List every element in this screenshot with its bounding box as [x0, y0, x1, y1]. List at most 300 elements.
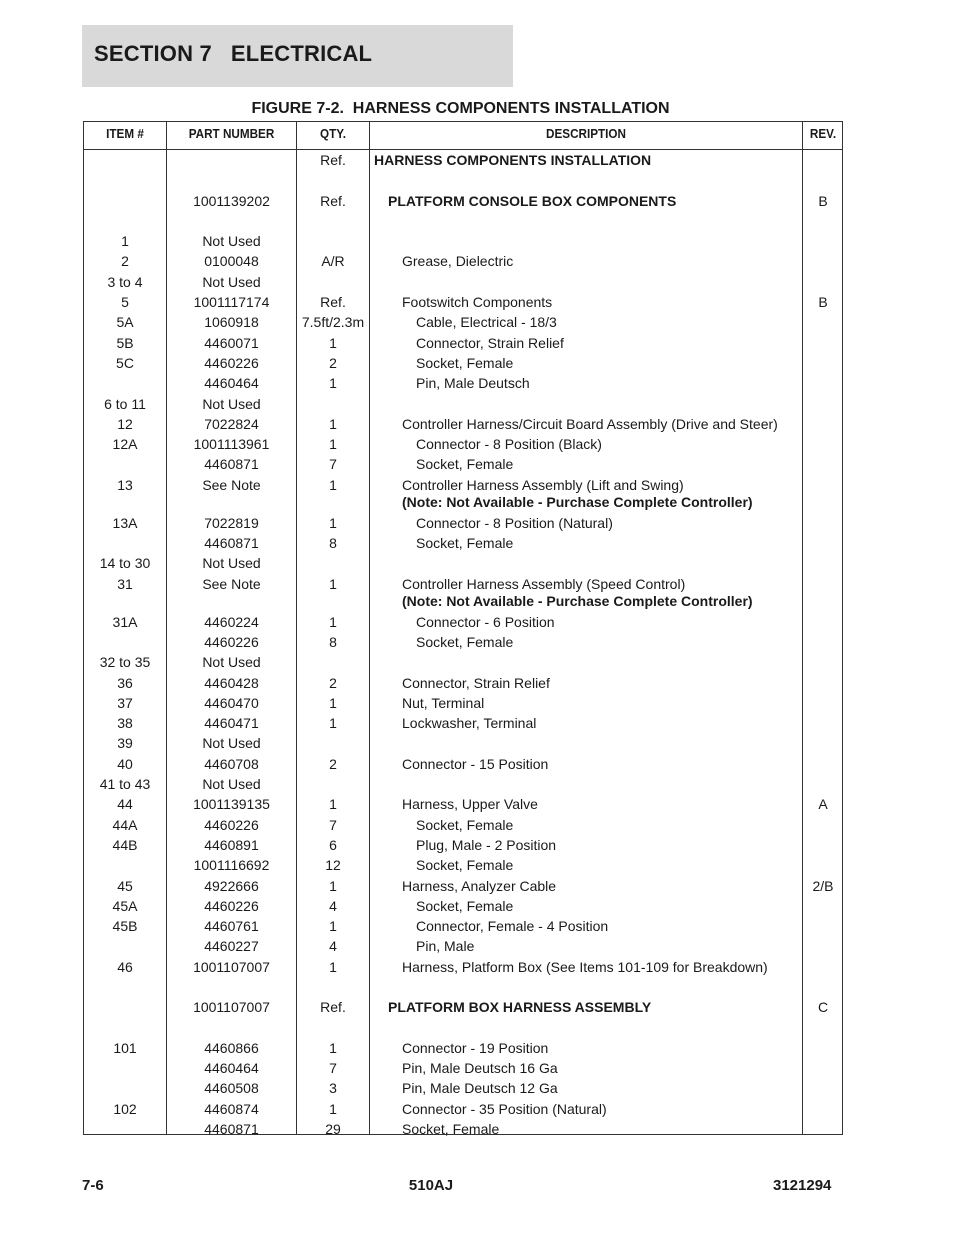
quantity-cell: [297, 693, 369, 713]
revision-cell-text: A: [818, 796, 828, 813]
description-cell-text: Pin, Male Deutsch 16 Ga: [402, 1060, 558, 1077]
item-number-cell: [84, 673, 166, 693]
description-cell-text: Connector - 6 Position: [416, 613, 555, 630]
item-number-cell-text: 5A: [116, 314, 134, 331]
availability-note: (Note: Not Available - Purchase Complete Controller): [402, 592, 753, 609]
table-row: [84, 394, 842, 414]
item-number-cell-text: 1: [121, 233, 129, 250]
table-row: [84, 794, 842, 814]
table-row: [84, 673, 842, 693]
quantity-cell: [297, 574, 369, 594]
quantity-cell: [297, 1099, 369, 1119]
description-cell-text: Harness, Platform Box (See Items 101-109 for Breakdown): [402, 958, 768, 975]
part-number-cell: [167, 394, 296, 414]
description-cell-text: PLATFORM CONSOLE BOX COMPONENTS: [388, 192, 677, 209]
column-header-rev: REV.: [809, 126, 837, 141]
quantity-cell: [297, 191, 369, 211]
quantity-cell: [297, 475, 369, 495]
table-row: [84, 272, 842, 292]
part-number-cell-text: 7022824: [204, 415, 259, 432]
description-cell: [370, 513, 848, 533]
description-cell: [370, 936, 848, 956]
part-number-cell: [167, 1099, 296, 1119]
part-number-cell-text: See Note: [202, 476, 261, 493]
quantity-cell: [297, 513, 369, 533]
table-row: [84, 815, 842, 835]
part-number-cell: [167, 957, 296, 977]
item-number-cell: [84, 835, 166, 855]
description-cell-text: Connector - 35 Position (Natural): [402, 1100, 607, 1117]
description-cell: [370, 373, 848, 393]
revision-cell: [803, 876, 843, 896]
part-number-cell-text: 4460227: [204, 938, 259, 955]
table-row: [84, 876, 842, 896]
table-row: [84, 754, 842, 774]
description-cell: [370, 251, 834, 271]
description-cell-text: HARNESS COMPONENTS INSTALLATION: [374, 152, 652, 168]
quantity-cell: [297, 373, 369, 393]
description-cell-text: Connector, Female - 4 Position: [416, 918, 609, 935]
quantity-cell: [297, 896, 369, 916]
table-row: [84, 997, 842, 1017]
quantity-cell: [297, 632, 369, 652]
item-number-cell: [84, 353, 166, 373]
description-cell: [370, 794, 834, 814]
table-row: [84, 292, 842, 312]
description-cell-text: Footswitch Components: [402, 294, 553, 311]
quantity-cell-text: 7: [329, 456, 337, 473]
quantity-cell-text: 1: [329, 1100, 337, 1117]
item-number-cell: [84, 251, 166, 271]
item-number-cell-text: 102: [113, 1100, 137, 1117]
table-row: [84, 733, 842, 753]
quantity-cell-text: 1: [329, 715, 337, 732]
part-number-cell: [167, 574, 296, 594]
quantity-cell-text: A/R: [321, 253, 345, 270]
table-row: [84, 333, 842, 353]
description-cell-text: Connector - 15 Position: [402, 755, 549, 772]
part-number-cell: [167, 333, 296, 353]
quantity-cell: [297, 1038, 369, 1058]
item-number-cell: [84, 612, 166, 632]
description-cell-text: Socket, Female: [416, 456, 514, 473]
model-name: 510AJ: [408, 1177, 454, 1194]
item-number-cell: [84, 333, 166, 353]
item-number-cell: [84, 1099, 166, 1119]
quantity-cell-text: 1: [329, 375, 337, 392]
part-number-cell-text: 4460470: [204, 694, 259, 711]
quantity-cell-text: Ref.: [320, 192, 346, 209]
item-number-cell-text: 44A: [112, 816, 138, 833]
part-number-cell-text: See Note: [202, 575, 261, 592]
description-cell-text: Socket, Female: [416, 857, 514, 874]
item-number-cell-text: 45B: [112, 918, 138, 935]
item-number-cell: [84, 957, 166, 977]
quantity-cell-text: 12: [325, 857, 341, 874]
quantity-cell: [297, 916, 369, 936]
part-number-cell: [167, 272, 296, 292]
table-row: [84, 574, 842, 612]
quantity-cell-text: 1: [329, 694, 337, 711]
part-number-cell-text: 4460871: [204, 456, 259, 473]
quantity-cell-text: 2: [329, 755, 337, 772]
description-cell-text: Socket, Female: [402, 1121, 500, 1138]
part-number-cell: [167, 997, 296, 1017]
revision-cell: [803, 292, 843, 312]
description-cell-text: Connector, Strain Relief: [402, 674, 550, 691]
item-number-cell: [84, 475, 166, 495]
part-number-cell-text: 1001116692: [193, 857, 270, 874]
quantity-cell: [297, 533, 369, 553]
quantity-cell: [297, 936, 369, 956]
item-number-cell: [84, 312, 166, 332]
part-number-cell: [167, 632, 296, 652]
description-cell: [370, 1038, 834, 1058]
part-number-cell: [167, 916, 296, 936]
description-cell-text: Grease, Dielectric: [402, 253, 514, 270]
table-row: [84, 916, 842, 936]
quantity-cell: [297, 353, 369, 373]
part-number-cell-text: 7022819: [204, 514, 259, 531]
table-row: [84, 1099, 842, 1119]
part-number-cell: [167, 936, 296, 956]
part-number-cell-text: 4460226: [204, 354, 259, 371]
quantity-cell-text: 6: [329, 836, 337, 853]
part-number-cell-text: 4460428: [204, 674, 259, 691]
part-number-cell-text: 4460226: [204, 897, 259, 914]
item-number-cell-text: 13A: [112, 514, 138, 531]
part-number-cell: [167, 794, 296, 814]
description-cell-text: Connector - 19 Position: [402, 1039, 549, 1056]
part-number-cell-text: Not Used: [202, 776, 261, 793]
table-row: [84, 454, 842, 474]
part-number-cell: [167, 1078, 296, 1098]
table-row: [84, 513, 842, 533]
item-number-cell: [84, 414, 166, 434]
part-number-cell-text: Not Used: [202, 233, 261, 250]
section-title: SECTION 7 ELECTRICAL: [94, 41, 373, 66]
description-cell-text: Plug, Male - 2 Position: [416, 836, 557, 853]
description-cell: [370, 434, 848, 454]
description-cell: [370, 876, 834, 896]
item-number-cell: [84, 652, 166, 672]
quantity-cell-text: 1: [329, 514, 337, 531]
part-number-cell: [167, 713, 296, 733]
item-number-cell: [84, 754, 166, 774]
table-row: [84, 896, 842, 916]
description-cell: [370, 1119, 834, 1139]
item-number-cell: [84, 713, 166, 733]
part-number-cell: [167, 231, 296, 251]
part-number-cell-text: 4460071: [204, 334, 259, 351]
item-number-cell: [84, 513, 166, 533]
quantity-cell-text: 7.5ft/2.3m: [301, 314, 365, 331]
availability-note: (Note: Not Available - Purchase Complete Controller): [402, 494, 753, 511]
quantity-cell: [297, 997, 369, 1017]
description-cell: [370, 815, 848, 835]
table-row: [84, 693, 842, 713]
part-number-cell: [167, 754, 296, 774]
quantity-cell-text: 7: [329, 816, 337, 833]
description-cell: [370, 312, 848, 332]
item-number-cell-text: 39: [117, 735, 133, 752]
quantity-cell: [297, 855, 369, 875]
item-number-cell-text: 5B: [116, 334, 134, 351]
quantity-cell-text: 1: [329, 575, 337, 592]
table-row: [84, 936, 842, 956]
description-cell: [370, 1099, 834, 1119]
revision-cell: [803, 997, 843, 1017]
quantity-cell: [297, 1078, 369, 1098]
quantity-cell-text: 1: [329, 918, 337, 935]
item-number-cell-text: 45A: [112, 897, 138, 914]
part-number-cell: [167, 292, 296, 312]
part-number-cell-text: 4460874: [204, 1100, 259, 1117]
description-cell-text: Socket, Female: [416, 354, 514, 371]
table-row: [84, 612, 842, 632]
item-number-cell-text: 38: [117, 715, 133, 732]
item-number-cell-text: 36: [117, 674, 133, 691]
table-row: [84, 1038, 842, 1058]
part-number-cell-text: 4460224: [204, 613, 259, 630]
quantity-cell-text: 1: [329, 796, 337, 813]
part-number-cell-text: 1001107007: [193, 999, 270, 1016]
item-number-cell-text: 3 to 4: [107, 273, 143, 290]
table-row: [84, 191, 842, 211]
item-number-cell-text: 44: [117, 796, 133, 813]
part-number-cell-text: 1060918: [204, 314, 259, 331]
description-cell: [370, 150, 806, 170]
table-row: [84, 150, 842, 170]
item-number-cell: [84, 896, 166, 916]
quantity-cell: [297, 673, 369, 693]
part-number-cell: [167, 1058, 296, 1078]
description-cell: [370, 533, 848, 553]
quantity-cell: [297, 815, 369, 835]
description-cell: [370, 673, 834, 693]
column-header-item: ITEM #: [106, 126, 144, 141]
quantity-cell: [297, 713, 369, 733]
quantity-cell-text: 3: [329, 1080, 337, 1097]
part-number-cell-text: 1001139135: [193, 796, 270, 813]
description-cell-text: Connector, Strain Relief: [416, 334, 564, 351]
item-number-cell-text: 2: [121, 253, 129, 270]
table-row: [84, 475, 842, 513]
part-number-cell-text: 4460866: [204, 1039, 259, 1056]
table-row: [84, 652, 842, 672]
quantity-cell: [297, 754, 369, 774]
description-cell: [370, 612, 848, 632]
item-number-cell-text: 37: [117, 694, 133, 711]
description-cell-text: Controller Harness/Circuit Board Assembly (Drive and Steer): [402, 415, 778, 432]
page-number: 7-6: [82, 1177, 104, 1194]
quantity-cell-text: 1: [329, 958, 337, 975]
description-cell-text: Socket, Female: [416, 633, 514, 650]
part-number-cell: [167, 475, 296, 495]
item-number-cell: [84, 292, 166, 312]
item-number-cell: [84, 231, 166, 251]
table-row: [84, 1119, 842, 1139]
part-number-cell-text: 4460464: [204, 1060, 259, 1077]
description-cell-text: Controller Harness Assembly (Lift and Swing): [402, 476, 684, 493]
part-number-cell: [167, 373, 296, 393]
quantity-cell: [297, 312, 369, 332]
description-cell-text: Pin, Male: [416, 938, 475, 955]
item-number-cell: [84, 272, 166, 292]
description-cell-text: PLATFORM BOX HARNESS ASSEMBLY: [388, 999, 652, 1016]
part-number-cell: [167, 553, 296, 573]
item-number-cell: [84, 553, 166, 573]
table-row: [84, 713, 842, 733]
table-row: [84, 1058, 842, 1078]
description-cell: [370, 1078, 834, 1098]
quantity-cell: [297, 414, 369, 434]
revision-cell-text: 2/B: [812, 877, 834, 894]
part-number-cell-text: 1001117174: [193, 294, 270, 311]
item-number-cell-text: 31: [117, 575, 133, 592]
item-number-cell-text: 12: [117, 415, 133, 432]
item-number-cell-text: 12A: [112, 436, 138, 453]
table-row: [84, 231, 842, 251]
description-cell: [370, 754, 834, 774]
description-cell: [370, 414, 834, 434]
description-cell-text: Controller Harness Assembly (Speed Control): [402, 575, 686, 592]
description-cell-text: Nut, Terminal: [402, 694, 485, 711]
table-row: [84, 957, 842, 977]
revision-cell-text: C: [817, 999, 829, 1016]
description-cell-text: Cable, Electrical - 18/3: [416, 314, 557, 331]
part-number-cell-text: Not Used: [202, 555, 261, 572]
description-cell-text: Socket, Female: [416, 535, 514, 552]
quantity-cell: [297, 150, 369, 170]
part-number-cell-text: 4460871: [204, 1121, 259, 1138]
part-number-cell-text: 4460226: [204, 633, 259, 650]
item-number-cell-text: 14 to 30: [99, 555, 151, 572]
quantity-cell: [297, 1119, 369, 1139]
description-cell: [370, 292, 834, 312]
item-number-cell-text: 44B: [112, 836, 138, 853]
table-row: [84, 855, 842, 875]
part-number-cell: [167, 353, 296, 373]
part-number-cell-text: 4460226: [204, 816, 259, 833]
section-header-band: [82, 25, 513, 87]
revision-cell: [803, 794, 843, 814]
item-number-cell-text: 41 to 43: [99, 776, 151, 793]
quantity-cell: [297, 251, 369, 271]
description-cell-text: Connector - 8 Position (Natural): [416, 514, 613, 531]
part-number-cell: [167, 855, 296, 875]
quantity-cell-text: 1: [329, 436, 337, 453]
part-number-cell-text: 4460708: [204, 755, 259, 772]
quantity-cell-text: 8: [329, 633, 337, 650]
part-number-cell-text: 4460464: [204, 375, 259, 392]
part-number-cell-text: 4460471: [204, 715, 259, 732]
quantity-cell: [297, 835, 369, 855]
document-number: 3121294: [773, 1177, 832, 1194]
part-number-cell: [167, 533, 296, 553]
item-number-cell-text: 32 to 35: [99, 654, 151, 671]
part-number-cell-text: Not Used: [202, 395, 261, 412]
quantity-cell: [297, 957, 369, 977]
table-row: [84, 774, 842, 794]
quantity-cell-text: Ref.: [320, 294, 346, 311]
table-row: [84, 553, 842, 573]
part-number-cell: [167, 1038, 296, 1058]
item-number-cell-text: 45: [117, 877, 133, 894]
quantity-cell-text: 2: [329, 354, 337, 371]
part-number-cell: [167, 454, 296, 474]
revision-cell-text: B: [818, 294, 828, 311]
figure-title: FIGURE 7-2. HARNESS COMPONENTS INSTALLATION: [251, 100, 670, 117]
quantity-cell-text: 8: [329, 535, 337, 552]
part-number-cell: [167, 733, 296, 753]
description-cell: [370, 1058, 834, 1078]
part-number-cell-text: 1001113961: [193, 436, 270, 453]
description-cell: [370, 693, 834, 713]
part-number-cell: [167, 835, 296, 855]
description-cell: [370, 713, 834, 733]
part-number-cell: [167, 612, 296, 632]
item-number-cell: [84, 1038, 166, 1058]
quantity-cell: [297, 434, 369, 454]
part-number-cell-text: 4460891: [204, 836, 259, 853]
part-number-cell: [167, 693, 296, 713]
description-cell-text: Socket, Female: [416, 816, 514, 833]
description-cell-text: Harness, Analyzer Cable: [402, 877, 557, 894]
part-number-cell: [167, 251, 296, 271]
description-cell-text: Connector - 8 Position (Black): [416, 436, 602, 453]
part-number-cell: [167, 876, 296, 896]
part-number-cell-text: Not Used: [202, 654, 261, 671]
quantity-cell: [297, 1058, 369, 1078]
part-number-cell-text: 4460761: [204, 918, 259, 935]
item-number-cell-text: 31A: [112, 613, 138, 630]
table-row: [84, 835, 842, 855]
quantity-cell: [297, 333, 369, 353]
column-header-part-number: PART NUMBER: [188, 126, 275, 141]
part-number-cell-text: 4922666: [204, 877, 259, 894]
part-number-cell: [167, 414, 296, 434]
item-number-cell-text: 46: [117, 958, 133, 975]
item-number-cell: [84, 916, 166, 936]
part-number-cell: [167, 815, 296, 835]
table-row: [84, 353, 842, 373]
item-number-cell: [84, 434, 166, 454]
table-row: [84, 632, 842, 652]
description-cell: [370, 997, 820, 1017]
table-row: [84, 434, 842, 454]
description-cell: [370, 333, 848, 353]
part-number-cell: [167, 513, 296, 533]
quantity-cell-text: 1: [329, 1039, 337, 1056]
part-number-cell-text: 1001139202: [193, 192, 270, 209]
item-number-cell: [84, 794, 166, 814]
description-cell: [370, 835, 848, 855]
description-cell: [370, 957, 834, 977]
part-number-cell-text: 0100048: [204, 253, 259, 270]
quantity-cell-text: 29: [325, 1121, 341, 1138]
revision-cell-text: B: [818, 192, 828, 209]
description-cell: [370, 855, 848, 875]
table-row: [84, 1078, 842, 1098]
description-cell: [370, 916, 848, 936]
part-number-cell: [167, 434, 296, 454]
part-number-cell-text: Not Used: [202, 273, 261, 290]
item-number-cell: [84, 394, 166, 414]
part-number-cell: [167, 774, 296, 794]
description-cell-text: Pin, Male Deutsch: [416, 375, 530, 392]
table-row: [84, 251, 842, 271]
